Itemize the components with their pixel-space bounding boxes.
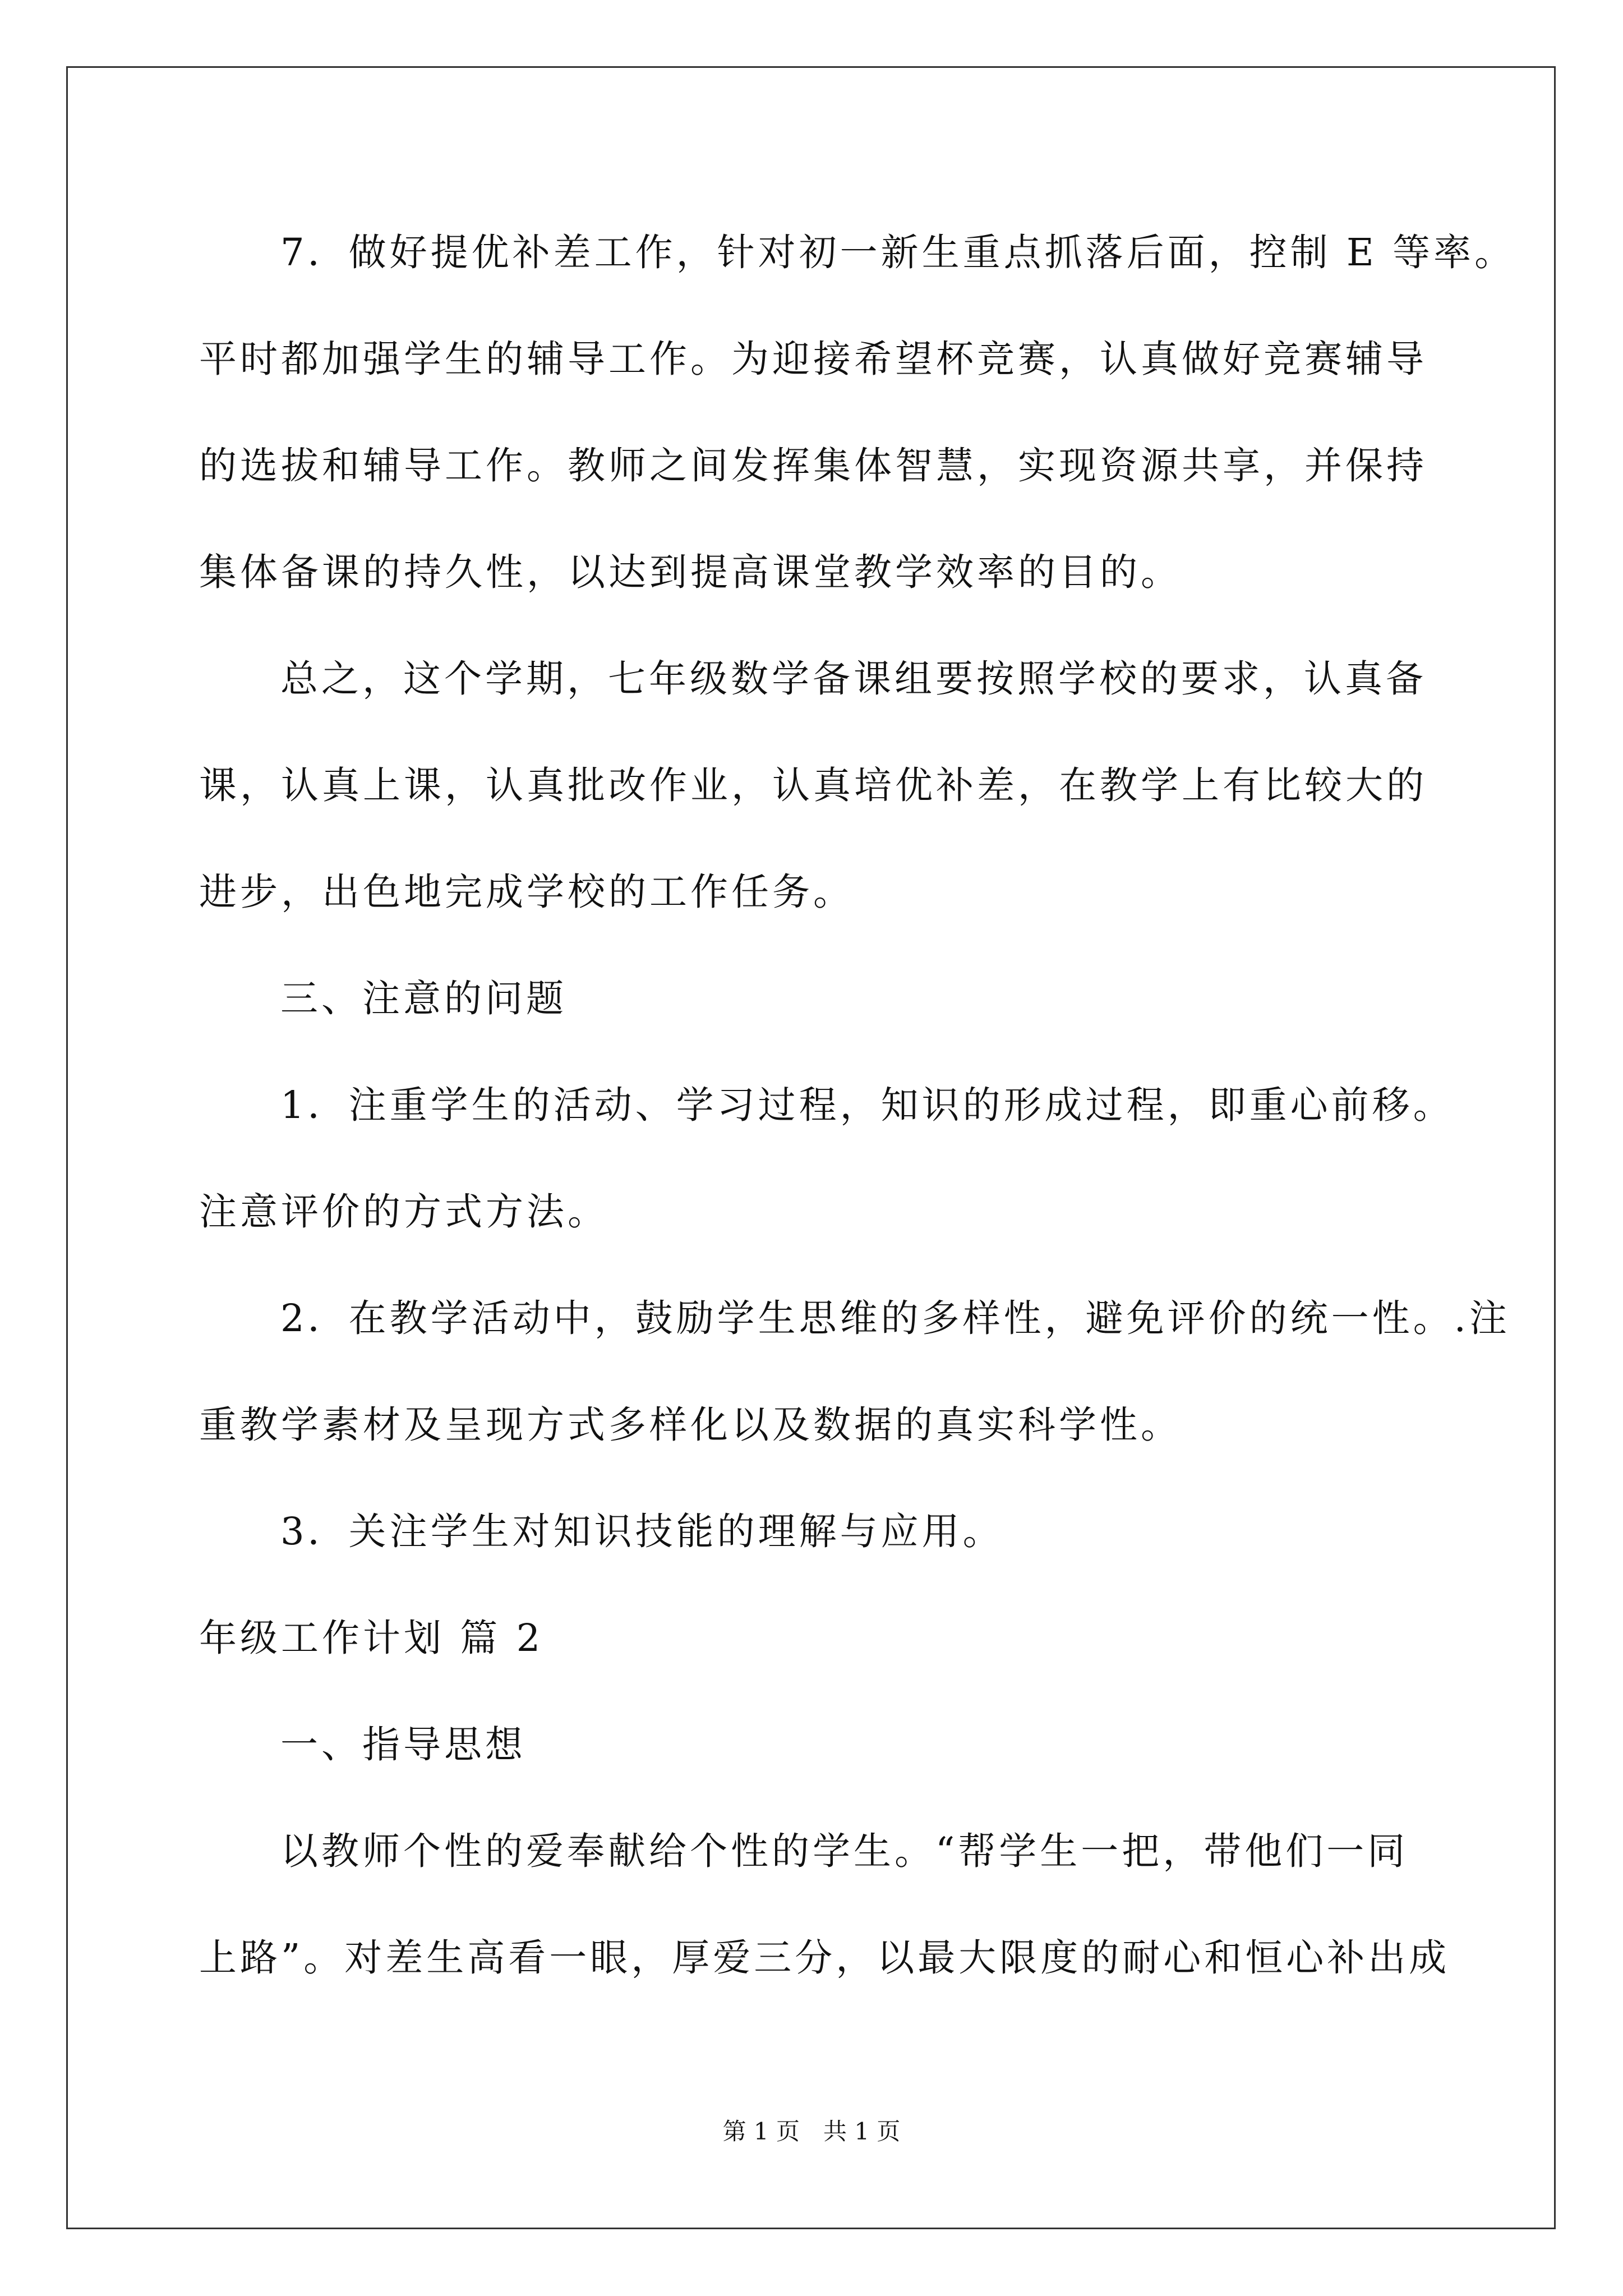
text-line-7: 进步，出色地完成学校的工作任务。 bbox=[199, 870, 854, 914]
page-footer: 第 1 页 共 1 页 bbox=[722, 2118, 901, 2145]
section-heading-notes: 三、注意的问题 bbox=[280, 977, 567, 1020]
text-line-11: 2．在教学活动中，鼓励学生思维的多样性，避免评价的统一性。.注 bbox=[280, 1296, 1510, 1340]
section-heading-guiding-thought: 一、指导思想 bbox=[280, 1723, 526, 1766]
text-line-3: 的选拔和辅导工作。教师之间发挥集体智慧，实现资源共享，并保持 bbox=[199, 444, 1427, 487]
article-title: 年级工作计划 篇 2 bbox=[199, 1616, 544, 1660]
text-line-9: 1．注重学生的活动、学习过程，知识的形成过程，即重心前移。 bbox=[280, 1083, 1454, 1127]
page-border bbox=[66, 66, 1556, 2229]
text-line-16: 以教师个性的爱奉献给个性的学生。“帮学生一把，带他们一同 bbox=[280, 1829, 1409, 1873]
text-line-6: 课，认真上课，认真批改作业，认真培优补差，在教学上有比较大的 bbox=[199, 763, 1427, 807]
text-line-1: 7．做好提优补差工作，针对初一新生重点抓落后面，控制 E 等率。 bbox=[280, 231, 1516, 274]
text-line-5: 总之，这个学期，七年级数学备课组要按照学校的要求，认真备 bbox=[280, 657, 1427, 701]
text-line-12: 重教学素材及呈现方式多样化以及数据的真实科学性。 bbox=[199, 1403, 1182, 1447]
text-line-17: 上路”。对差生高看一眼，厚爱三分，以最大限度的耐心和恒心补出成 bbox=[199, 1936, 1450, 1980]
text-line-4: 集体备课的持久性，以达到提高课堂教学效率的目的。 bbox=[199, 550, 1182, 594]
text-line-2: 平时都加强学生的辅导工作。为迎接希望杯竞赛，认真做好竞赛辅导 bbox=[199, 337, 1427, 381]
text-line-13: 3．关注学生对知识技能的理解与应用。 bbox=[280, 1510, 1004, 1553]
text-line-10: 注意评价的方式方法。 bbox=[199, 1190, 608, 1234]
